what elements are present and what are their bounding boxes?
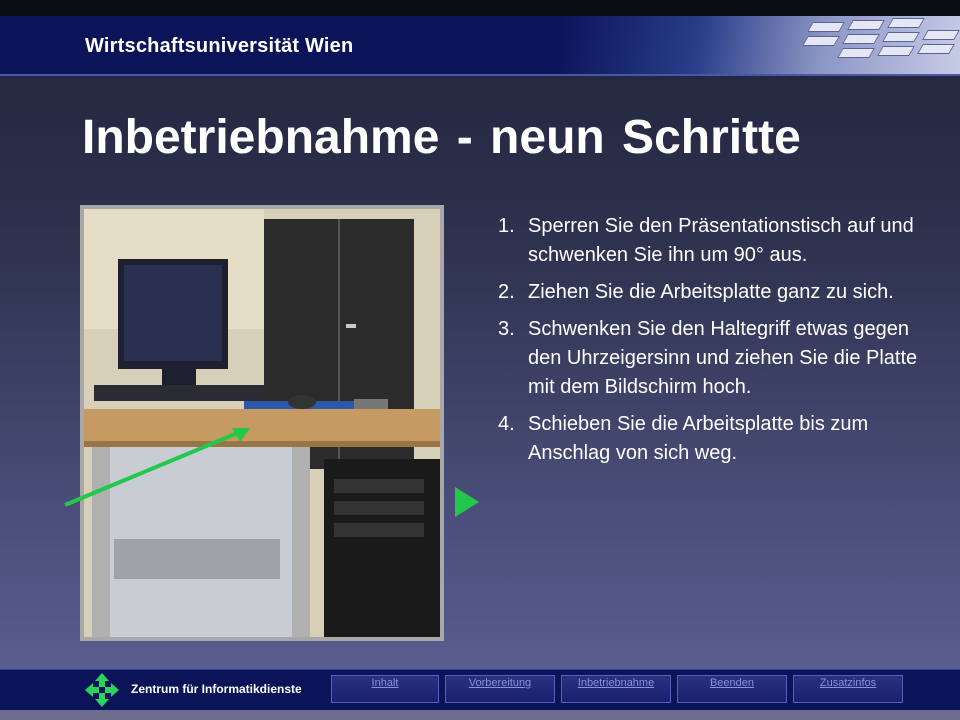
header-keyboard-graphic: [560, 16, 960, 74]
university-title: Wirtschaftsuniversität Wien: [85, 35, 354, 57]
slide-title: Inbetriebnahme - neun Schritte: [82, 111, 801, 164]
step-text: Schwenken Sie den Haltegriff etwas gegen den Uhrzeigersinn und ziehen Sie die Platte mit dem Bildschirm hoch.: [528, 318, 918, 398]
step-item-active: [498, 410, 918, 468]
step-item: [498, 278, 918, 307]
nav-button-zusatzinfos[interactable]: Zusatzinfos: [793, 675, 903, 703]
four-way-arrow-icon[interactable]: [84, 672, 120, 708]
step-item: [498, 315, 918, 402]
top-strip: [0, 0, 960, 16]
nav-button-inhalt[interactable]: Inhalt: [331, 675, 439, 703]
play-triangle-icon: [455, 487, 479, 517]
steps-list: [498, 212, 918, 476]
header-bar: [0, 16, 960, 74]
step-number: 4.: [498, 413, 515, 435]
step-text: Ziehen Sie die Arbeitsplatte ganz zu sich.: [528, 281, 894, 303]
footer-strip: [0, 710, 960, 720]
zid-label: Zentrum für Informatikdienste: [131, 682, 302, 696]
nav-button-vorbereitung[interactable]: Vorbereitung: [445, 675, 555, 703]
step-text: Sperren Sie den Präsentationstisch auf und schwenken Sie ihn um 90° aus.: [528, 215, 914, 266]
nav-button-beenden[interactable]: Beenden: [677, 675, 787, 703]
step-number: 3.: [498, 318, 515, 340]
step-number: 2.: [498, 281, 515, 303]
step-item: [498, 212, 918, 270]
step-text: Schieben Sie die Arbeitsplatte bis zum Anschlag von sich weg.: [528, 413, 869, 464]
workstation-photo: [80, 205, 444, 641]
step-number: 1.: [498, 215, 515, 237]
header-divider: [0, 74, 960, 76]
nav-button-inbetriebnahme[interactable]: Inbetriebnahme: [561, 675, 671, 703]
